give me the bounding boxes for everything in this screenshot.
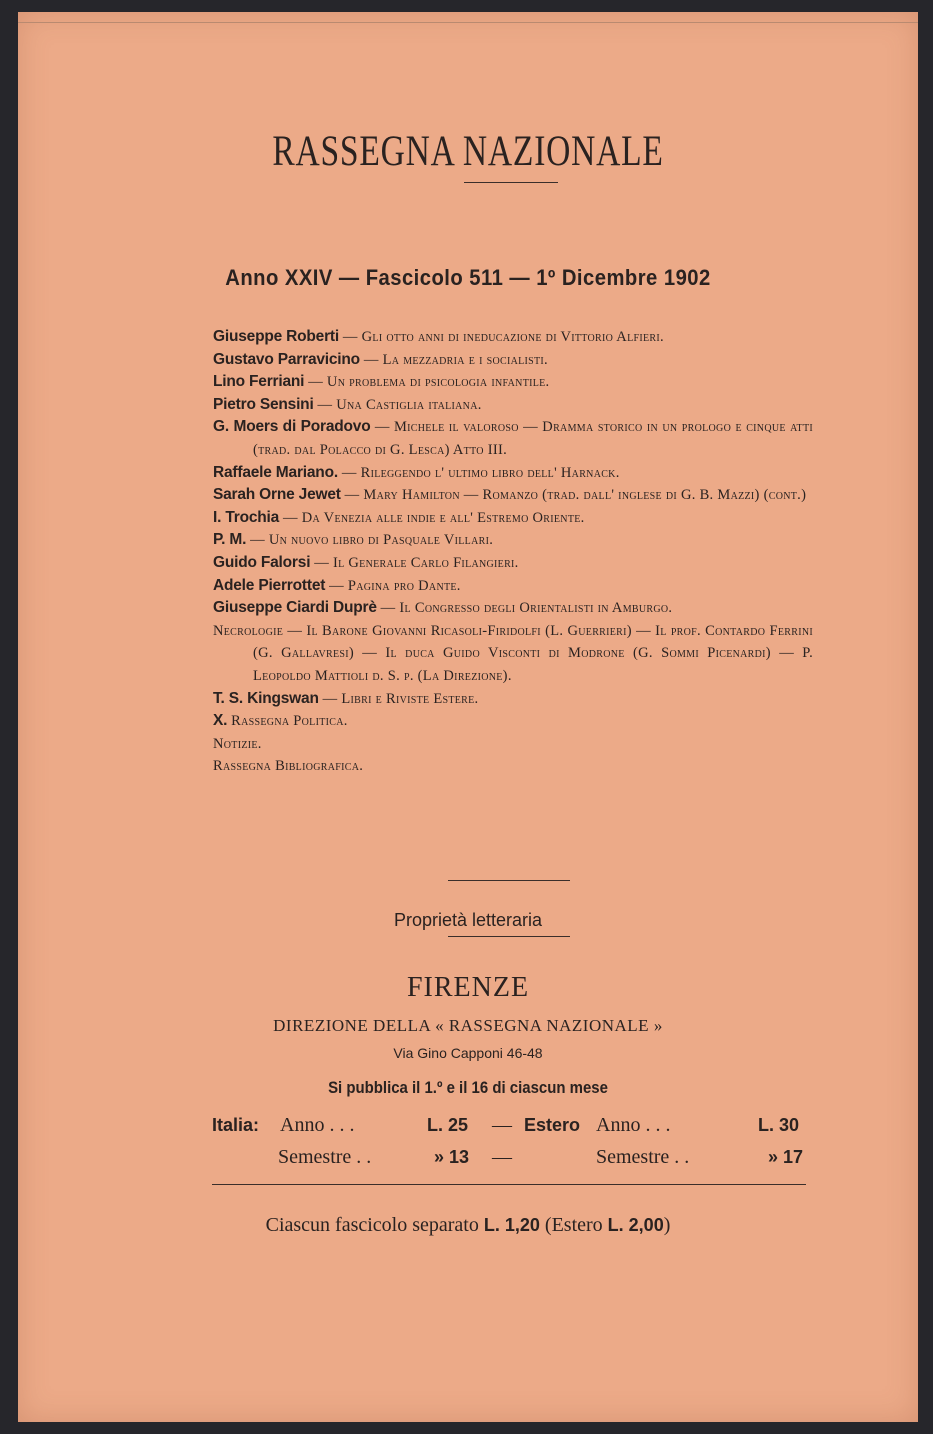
toc-title: — Pagina pro Dante. [325, 577, 461, 594]
property-rule-top [448, 880, 570, 881]
single-issue-text: Ciascun fascicolo separato [265, 1214, 479, 1236]
publisher-city: FIRENZE [406, 972, 530, 1003]
subscription-prices [212, 1109, 812, 1173]
price-dash: — [492, 1114, 512, 1136]
estero-semester-price: » 17 [768, 1147, 804, 1167]
single-issue-estero-text: (Estero [544, 1214, 603, 1236]
toc-author: Sarah Orne Jewet [213, 486, 341, 504]
toc-entry [213, 733, 813, 756]
toc-author: X. [213, 712, 228, 730]
toc-title: — Rileggendo l' ultimo libro dell' Harnack. [337, 464, 620, 481]
toc-entry [213, 597, 813, 620]
issue-line: Anno XXIV — Fascicolo 511 — 1º Dicembre 1902 [225, 265, 711, 290]
estero-semestre-label: Semestre . . [596, 1146, 690, 1168]
estero-anno-label: Anno . . . [596, 1114, 671, 1136]
toc-author: P. M. [213, 531, 247, 549]
toc-entry [213, 552, 813, 575]
toc-entry [213, 416, 813, 461]
toc-title: — Un problema di psicologia infantile. [304, 374, 550, 391]
toc-entry [213, 710, 813, 733]
single-issue-close: ) [663, 1214, 671, 1236]
toc-title: — Il Congresso degli Orientalisti in Amburgo. [376, 600, 673, 617]
toc-title: — La mezzadria e i socialisti. [359, 351, 548, 368]
journal-title: RASSEGNA NAZIONALE [272, 128, 664, 175]
price-row-semester [212, 1141, 812, 1173]
publisher-address: Via Gino Capponi 46-48 [393, 1045, 543, 1061]
toc-entry [213, 349, 813, 372]
toc-author: G. Moers di Poradovo [213, 418, 371, 436]
toc-author: Lino Ferriani [213, 373, 305, 391]
toc-author: Giuseppe Roberti [213, 328, 339, 345]
toc-entry [213, 529, 813, 552]
toc-entry [213, 484, 813, 507]
toc-author: I. Trochia [213, 508, 280, 526]
table-of-contents [213, 326, 813, 778]
toc-entry [213, 462, 813, 485]
toc-title: — Una Castiglia italiana. [313, 396, 482, 413]
single-issue-price [18, 1214, 918, 1237]
single-issue-estero-amount: L. 2,00 [607, 1215, 664, 1235]
italia-label: Italia: [212, 1115, 260, 1135]
toc-title: — Un nuovo libro di Pasquale Villari. [246, 532, 494, 549]
toc-author: Adele Pierrottet [213, 576, 326, 594]
estero-annual-price: L. 30 [758, 1115, 800, 1135]
italia-semester-price: » 13 [434, 1147, 470, 1167]
toc-author: Pietro Sensini [213, 395, 314, 413]
footer-rule [212, 1184, 806, 1185]
toc-entry [213, 394, 813, 417]
toc-title: — Michele il valoroso — Dramma storico in un prologo e cinque atti (trad. dal Polacco di G. Lesca) Atto III. [253, 419, 813, 458]
toc-entry [213, 507, 813, 530]
toc-title: — Gli otto anni di ineducazione di Vittorio Alfieri. [338, 329, 664, 345]
title-rule [464, 182, 558, 183]
estero-label: Estero [524, 1115, 581, 1135]
toc-title: Rassegna Politica. [227, 713, 348, 730]
price-dash-2: — [492, 1146, 512, 1168]
toc-entry [213, 371, 813, 394]
anno-label: Anno . . . [280, 1114, 355, 1136]
toc-title: Necrologie — Il Barone Giovanni Ricasoli-Firidolfi (L. Guerrieri) — Il prof. Contardo Ferrini (G. Gallavresi) — Il duca Guido Visconti di Modrone (G. Sommi Picenardi) — P. Leopoldo Mattioli d. S. p. (La Direzione). [213, 622, 813, 684]
toc-title: — Il Generale Carlo Filangieri. [310, 554, 519, 571]
price-row-annual [212, 1109, 812, 1141]
toc-author: T. S. Kingswan [213, 689, 319, 707]
single-issue-amount: L. 1,20 [483, 1215, 540, 1235]
publication-schedule: Si pubblica il 1.º e il 16 di ciascun mese [328, 1078, 608, 1097]
property-rule-bottom [448, 936, 570, 937]
toc-author: Raffaele Mariano. [213, 463, 338, 481]
toc-title: — Libri e Riviste Estere. [318, 690, 479, 707]
toc-entry [213, 620, 813, 688]
toc-author: Guido Falorsi [213, 553, 311, 571]
toc-title: Rassegna Bibliografica. [213, 758, 364, 775]
toc-author: Giuseppe Ciardi Duprè [213, 599, 377, 617]
cover-page [18, 12, 918, 1422]
semestre-label: Semestre . . [278, 1146, 372, 1168]
toc-title: — Da Venezia alle indie e all' Estremo Oriente. [279, 509, 585, 526]
toc-entry [213, 575, 813, 598]
toc-entry [213, 326, 813, 349]
toc-entry [213, 755, 813, 778]
toc-title: — Mary Hamilton — Romanzo (trad. dall' inglese di G. B. Mazzi) (cont.) [340, 487, 807, 504]
toc-entry [213, 688, 813, 711]
property-notice: Proprietà letteraria [393, 910, 543, 930]
italia-annual-price: L. 25 [427, 1115, 469, 1135]
toc-title: Notizie. [213, 735, 262, 752]
page-top-edge [18, 12, 918, 23]
toc-author: Gustavo Parravicino [213, 350, 360, 368]
publisher-direction: DIREZIONE DELLA « RASSEGNA NAZIONALE » [273, 1016, 663, 1035]
